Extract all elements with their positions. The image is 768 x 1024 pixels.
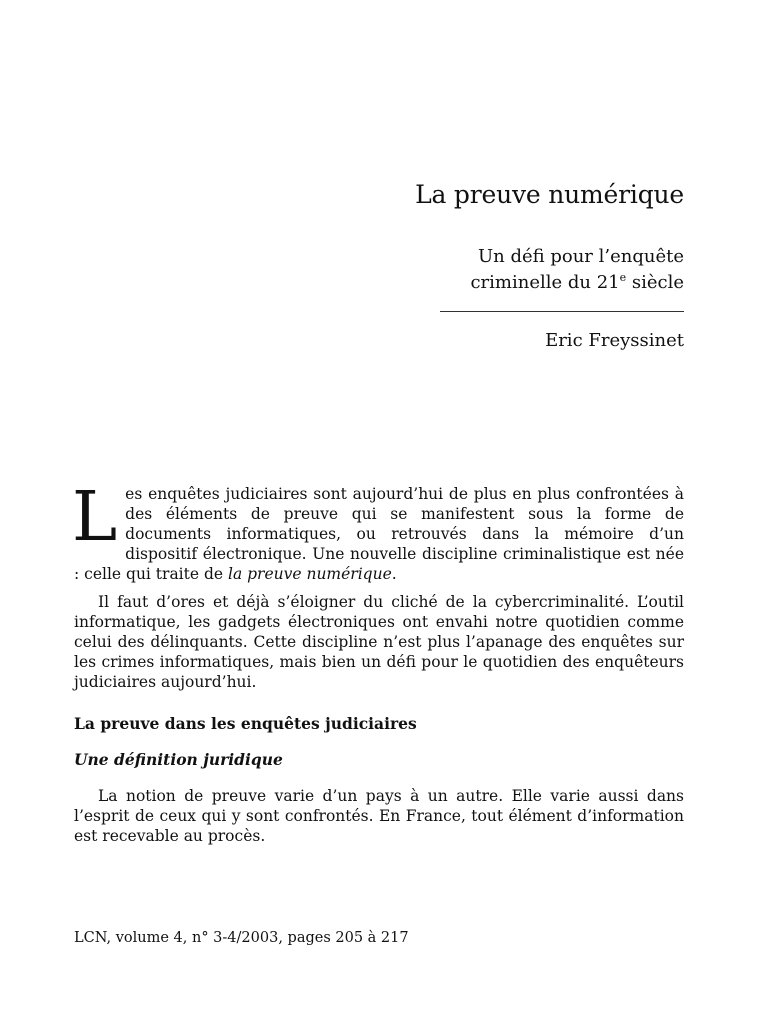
article-subtitle xyxy=(470,244,684,296)
title-divider xyxy=(440,311,684,312)
subtitle-line-2-text: criminelle du 21 xyxy=(470,272,620,293)
subtitle-line-2 xyxy=(470,270,684,296)
article-title: La preuve numérique xyxy=(415,180,684,209)
paragraph-3: La notion de preuve varie d’un pays à un autre. Elle varie aussi dans l’esprit de ceux qui y sont confrontés. En France, tout élément d’information est recevable au procès. xyxy=(74,787,684,845)
subtitle-line-1: Un défi pour l’enquête xyxy=(477,246,684,267)
intro-paragraph xyxy=(72,478,684,584)
intro-end: . xyxy=(391,565,397,583)
subtitle-line-2-end: siècle xyxy=(626,272,684,293)
section-heading: La preuve dans les enquêtes judiciaires xyxy=(74,714,417,733)
paragraph-2: Il faut d’ores et déjà s’éloigner du cliché de la cybercriminalité. L’outil informatique, les gadgets électroniques ont envahi notre quotidien comme celui des délinquants. Cette discipline n’est plus l’apanage des enquêtes sur les crimes informatiques, mais bien un défi pour le quotidien des enquêteurs judiciaires aujourd’hui. xyxy=(74,593,684,691)
intro-italic-term: la preuve numérique xyxy=(228,565,392,583)
subtitle-superscript: e xyxy=(619,271,627,284)
citation-footer: LCN, volume 4, n° 3-4/2003, pages 205 à 217 xyxy=(74,930,409,946)
author-name: Eric Freyssinet xyxy=(545,330,684,351)
drop-cap: L xyxy=(72,478,118,557)
intro-text: es enquêtes judiciaires sont aujourd’hui de plus en plus confrontées à des éléments de preuve qui se manifestent sous la forme de documents informatiques, ou retrouvés dans la mémoire d’un dispositif électronique. Une nouvelle discipline criminalistique est née : celle qui traite de xyxy=(74,485,684,583)
subsection-heading: Une définition juridique xyxy=(74,750,283,769)
